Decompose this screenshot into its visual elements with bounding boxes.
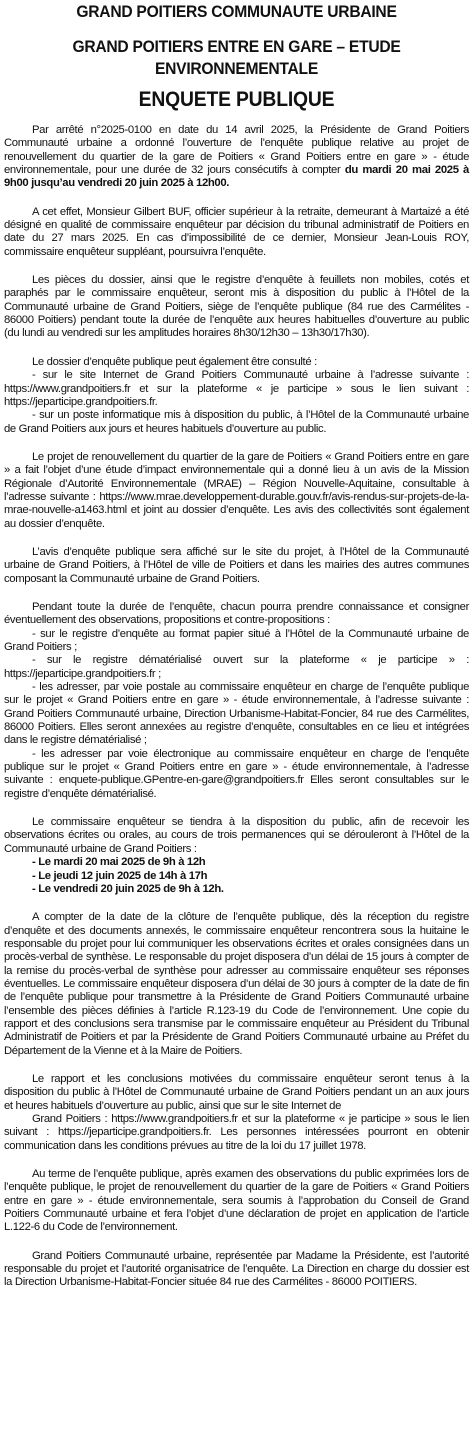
enquiry-period: du mardi 20 mai 2025 à 9h00 jusqu’au vendredi 20 juin 2025 à 12h00. bbox=[4, 164, 469, 190]
observations-postal: - les adresser, par voie postale au commissaire enquêteur en charge de l’enquête publique sur le projet « Grand Poitiers entre en gare » - étude environnementale, à l’adresse suivante : Grand Poitiers Communauté urbaine, Direction Urbanisme-Habitat-Foncier, 84 rue des Carmélites, 86000 Poitiers. Elles seront annexées au registre d’enquête, consultables en ce lieu et intégrées dans le registre dématérialisé ; bbox=[4, 681, 469, 747]
paragraph-documents: Les pièces du dossier, ainsi que le registre d’enquête à feuillets non mobiles, cotés et paraphés par le commissaire enquêteur, seront mis à disposition du public à l’Hôtel de la Communauté urbaine de Grand Poitiers, siège de l’enquête publique (84 rue des Carmélites - 86000 Poitiers) pendant toute la durée de l’enquête aux heures habituelles d’ouverture au public (du lundi au vendredi sur les amplitudes horaires 8h30/12h30 – 13h30/17h30). bbox=[4, 274, 469, 340]
consultation-intro: Le dossier d’enquête publique peut également être consulté : bbox=[32, 355, 317, 368]
consultation-website: - sur le site Internet de Grand Poitiers Communauté urbaine à l’adresse suivante : https://www.grandpoitiers.fr et sur la plateforme « je participe » sous le lien suivant : https://jeparticipe.grandpoitiers.fr. bbox=[4, 369, 469, 408]
paragraph-authority: Grand Poitiers Communauté urbaine, représentée par Madame la Présidente, est l’autorité responsable du projet et l’autorité organisatrice de l’enquête. La Direction en charge du dossier est la Direction Urbanisme-Habitat-Foncier située 84 rue des Carmélites - 86000 POITIERS. bbox=[4, 1249, 469, 1289]
paragraph-posting: L’avis d’enquête publique sera affiché sur le site du projet, à l’Hôtel de la Communauté urbaine de Grand Poitiers, à l’Hôtel de ville de Poitiers et dans les mairies des autres communes composant la Communauté urbaine de Grand Poitiers. bbox=[4, 545, 469, 585]
consultation-computer: - sur un poste informatique mis à disposition du public, à l’Hôtel de la Communauté urbaine de Grand Poitiers aux jours et heures habituels d’ouverture au public. bbox=[4, 409, 469, 435]
notice-type-title: ENQUETE PUBLIQUE bbox=[138, 88, 335, 111]
permanence-1: - Le mardi 20 mai 2025 de 9h à 12h bbox=[32, 856, 206, 869]
decree-text: Par arrêté n°2025-0100 en date du 14 avril 2025, la Présidente de Grand Poitiers Communauté urbaine a ordonné l’ouverture de l’enquête publique relative au projet de renouvellement du quartier de la gare de Poitiers « Grand Poitiers entre en gare » - étude environnementale, pour une durée de 32 jours consécutifs à compter bbox=[4, 124, 469, 177]
organization-title: GRAND POITIERS COMMUNAUTE URBAINE bbox=[76, 2, 397, 21]
project-title: GRAND POITIERS ENTRE EN GARE – ETUDE ENVIRONNEMENTALE bbox=[72, 37, 401, 78]
paragraph-decree bbox=[4, 124, 469, 191]
report-online: Grand Poitiers : https://www.grandpoitiers.fr et sur la plateforme « je participe » sous le lien suivant : https://jeparticipe.grandpoitiers.fr. Les personnes intéressées pourront en obtenir communication dans les conditions prévues au titre de la loi du 17 juillet 1978. bbox=[4, 1113, 469, 1152]
permanence-2: - Le jeudi 12 juin 2025 de 14h à 17h bbox=[32, 869, 208, 882]
permanence-list bbox=[4, 856, 469, 896]
observations-email: - les adresser par voie électronique au commissaire enquêteur en charge de l’enquête publique sur le projet « Grand Poitiers entre en gare » - étude environnementale, à l’adresse suivante : enquete-publique.GPentre-en-gare@grandpoitiers.fr Elles seront consultables sur le registre d’enquête dématérialisé. bbox=[4, 747, 469, 800]
paragraph-approval: Au terme de l’enquête publique, après examen des observations du public exprimées lors de l’enquête publique, le projet de renouvellement du quartier de la gare de Poitiers « Grand Poitiers entre en gare » - étude environnementale, sera soumis à l’approbation du Conseil de Grand Poitiers Communauté urbaine et fera l’objet d’une déclaration de projet en application de l’article L.122-6 du Code de l’environnement. bbox=[4, 1168, 469, 1234]
observations-online-register: - sur le registre dématérialisé ouvert sur la plateforme « je participe » : https://jeparticipe.grandpoitiers.fr ; bbox=[4, 654, 469, 680]
paragraph-consultation bbox=[4, 356, 469, 436]
observations-paper-register: - sur le registre d’enquête au format papier situé à l’Hôtel de la Communauté urbaine de Grand Poitiers ; bbox=[4, 627, 469, 653]
paragraph-commissioner: A cet effet, Monsieur Gilbert BUF, officier supérieur à la retraite, demeurant à Martaizé a été désigné en qualité de commissaire enquêteur par décision du tribunal administratif de Poitiers en date du 27 mars 2025. En cas d’impossibilité de ce dernier, Monsieur Jean-Louis ROY, commissaire enquêteur suppléant, poursuivra l’enquête. bbox=[4, 205, 469, 258]
paragraph-procedure: A compter de la date de la clôture de l’enquête publique, dès la réception du registre d’enquête et des documents annexés, le commissaire enquêteur rencontrera sous la huitaine le responsable du projet pour lui communiquer les observations écrites et orales consignées dans un procès-verbal de synthèse. Le responsable du projet disposera d’un délai de 15 jours à compter de la remise du procès-verbal de synthèse pour adresser au commissaire enquêteur ses réponses éventuelles. Le commissaire enquêteur disposera d’un délai de 30 jours à compter de la date de fin de l’enquête publique pour transmettre à la Présidente de Grand Poitiers Communauté urbaine l’ensemble des pièces définies à l’article R.123-19 du Code de l’environnement. Une copie du rapport et des conclusions sera transmise par le commissaire enquêteur au Président du Tribunal Administratif de Poitiers et par la Présidente de Grand Poitiers Communauté urbaine au Préfet du Département de la Vienne et à la Maire de Poitiers. bbox=[4, 911, 469, 1057]
permanence-3: - Le vendredi 20 juin 2025 de 9h à 12h. bbox=[32, 882, 224, 895]
report-availability: Le rapport et les conclusions motivées du commissaire enquêteur seront tenus à la disposition du public à l’Hôtel de Communauté urbaine de Grand Poitiers pendant un an aux jours et heures habituels d’ouverture au public, ainsi que sur le site Internet de bbox=[4, 1072, 469, 1112]
paragraph-report bbox=[4, 1073, 469, 1153]
observations-intro: Pendant toute la durée de l’enquête, chacun pourra prendre connaissance et consigner éventuellement des observations, propositions et contre-propositions : bbox=[4, 600, 469, 627]
paragraph-permanences: Le commissaire enquêteur se tiendra à la disposition du public, afin de recevoir les observations écrites ou orales, au cours de trois permanences qui se dérouleront à l’Hôtel de la Communauté urbaine de Grand Poitiers : bbox=[4, 816, 469, 855]
paragraph-impact-study: Le projet de renouvellement du quartier de la gare de Poitiers « Grand Poitiers entre en gare » a fait l’objet d’une étude d’impact environnementale qui a donné lieu à un avis de la Mission Régionale d’Autorité Environnementale (MRAE) – Région Nouvelle-Aquitaine, consultable à l’adresse suivante : https://www.mrae.developpement-durable.gouv.fr/avis-rendus-sur-projets-de-la-mrae-nouvelle-a1463.html et joint au dossier d’enquête. Les avis des collectivités sont également au dossier d’enquête. bbox=[4, 450, 469, 530]
paragraph-observations bbox=[4, 601, 469, 801]
